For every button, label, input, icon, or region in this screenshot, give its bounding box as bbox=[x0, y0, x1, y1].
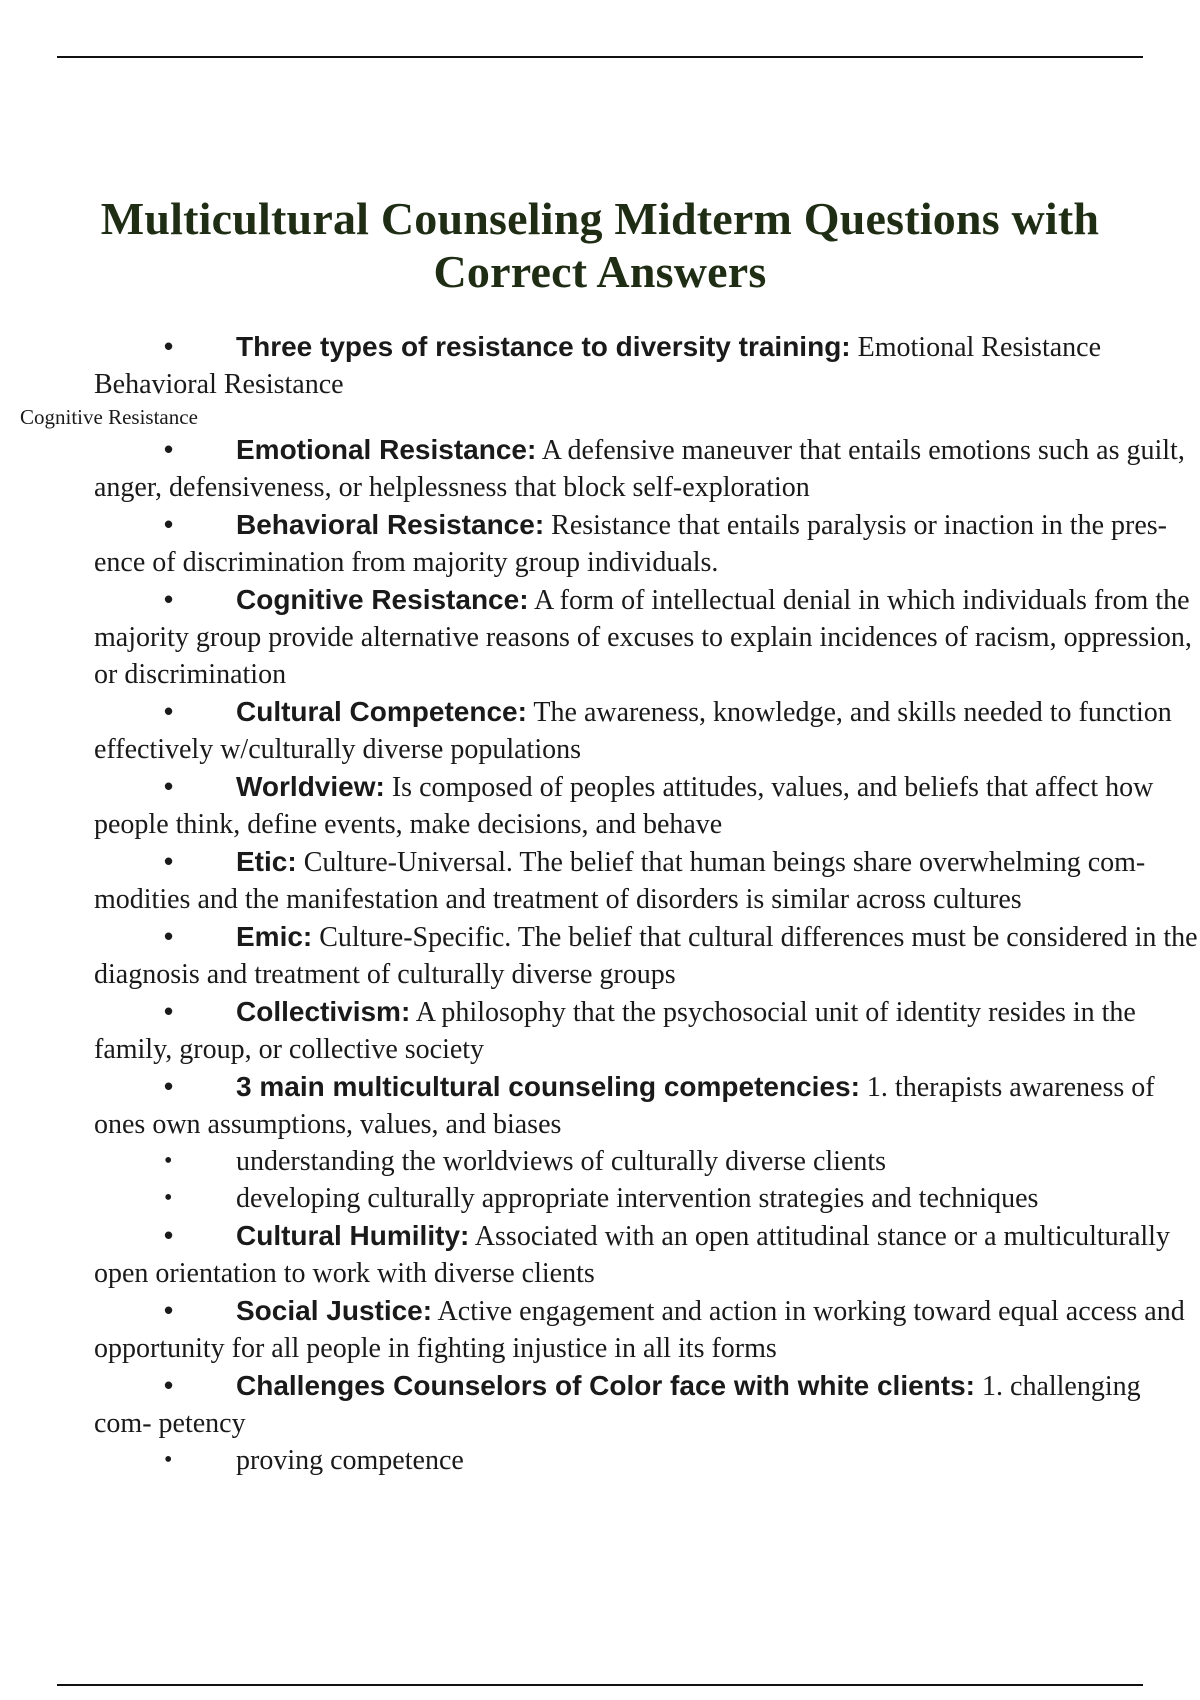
list-item bbox=[94, 1217, 1200, 1292]
item-term: Worldview: bbox=[236, 771, 385, 802]
item-definition: 1. challenging com- petency bbox=[94, 1371, 1141, 1439]
item-term: Cultural Competence: bbox=[236, 696, 527, 727]
top-rule bbox=[57, 56, 1143, 58]
list-item bbox=[94, 843, 1200, 918]
item-term: 3 main multicultural counseling competencies: bbox=[236, 1071, 860, 1102]
list-item bbox=[94, 768, 1200, 843]
bullet-icon: • bbox=[164, 434, 174, 464]
item-term: Behavioral Resistance: bbox=[236, 509, 545, 540]
bullet-icon: • bbox=[164, 1071, 174, 1101]
item-term: Cultural Humility: bbox=[236, 1220, 470, 1251]
item-term: Emic: bbox=[236, 921, 313, 952]
item-definition: A defensive maneuver that entails emotions such as guilt, anger, defensiveness, or helplessness that block self-exploration bbox=[94, 435, 1185, 503]
item-definition: 1. therapists awareness of ones own assumptions, values, and biases bbox=[94, 1072, 1155, 1140]
list-item bbox=[94, 328, 1200, 403]
item-definition: A form of intellectual denial in which individuals from the majority group provide alternative reasons of excuses to explain incidences of racism, oppression, or discrimination bbox=[94, 585, 1192, 690]
item-definition: Culture-Universal. The belief that human beings share overwhelming com- modities and the manifestation and treatment of disorders is similar across cultures bbox=[94, 847, 1146, 915]
item-term: Social Justice: bbox=[236, 1295, 433, 1326]
list-item bbox=[94, 693, 1200, 768]
subitem-text: developing culturally appropriate intervention strategies and techniques bbox=[236, 1183, 1039, 1214]
subitem-text: proving competence bbox=[236, 1445, 464, 1476]
document-title: Multicultural Counseling Midterm Questions with Correct Answers bbox=[100, 193, 1100, 297]
bullet-icon: • bbox=[164, 846, 174, 876]
item-definition: Is composed of peoples attitudes, values, and beliefs that affect how people think, define events, make decisions, and behave bbox=[94, 772, 1154, 840]
list-subitem bbox=[94, 1180, 1200, 1217]
item-definition: Active engagement and action in working toward equal access and opportunity for all people in fighting injustice in all its forms bbox=[94, 1296, 1185, 1364]
bullet-icon: • bbox=[164, 996, 174, 1026]
list-subitem bbox=[94, 1143, 1200, 1180]
item-term: Three types of resistance to diversity training: bbox=[236, 331, 851, 362]
bullet-icon: • bbox=[164, 584, 174, 614]
item-definition: A philosophy that the psychosocial unit of identity resides in the family, group, or collective society bbox=[94, 997, 1136, 1065]
item-definition: Associated with an open attitudinal stance or a multiculturally open orientation to work with diverse clients bbox=[94, 1221, 1170, 1289]
bullet-icon: • bbox=[164, 1148, 173, 1174]
list-item bbox=[94, 993, 1200, 1068]
bullet-icon: • bbox=[164, 771, 174, 801]
stray-line: Cognitive Resistance bbox=[20, 405, 198, 429]
bullet-icon: • bbox=[164, 1185, 173, 1211]
bullet-icon: • bbox=[164, 1295, 174, 1325]
bullet-icon: • bbox=[164, 696, 174, 726]
list-item bbox=[94, 431, 1200, 506]
bullet-icon: • bbox=[164, 1220, 174, 1250]
list-item bbox=[94, 1292, 1200, 1367]
item-term: Cognitive Resistance: bbox=[236, 584, 529, 615]
bullet-icon: • bbox=[164, 509, 174, 539]
list-item bbox=[94, 581, 1200, 693]
list-subitem bbox=[94, 1442, 1200, 1479]
list-item bbox=[94, 918, 1200, 993]
item-definition: The awareness, knowledge, and skills needed to function effectively w/culturally diverse populations bbox=[94, 697, 1172, 765]
subitem-text: understanding the worldviews of culturally diverse clients bbox=[236, 1146, 887, 1177]
item-term: Etic: bbox=[236, 846, 297, 877]
item-term: Collectivism: bbox=[236, 996, 411, 1027]
list-item bbox=[94, 1367, 1200, 1442]
item-definition: Resistance that entails paralysis or inaction in the pres- ence of discrimination from majority group individuals. bbox=[94, 510, 1167, 578]
list-item bbox=[94, 506, 1200, 581]
bullet-icon: • bbox=[164, 1447, 173, 1473]
bullet-icon: • bbox=[164, 331, 174, 361]
qa-list bbox=[20, 328, 1200, 1479]
item-term: Emotional Resistance: bbox=[236, 434, 537, 465]
bottom-rule bbox=[57, 1684, 1143, 1686]
bullet-icon: • bbox=[164, 921, 174, 951]
item-definition: Emotional Resistance Behavioral Resistance bbox=[94, 332, 1102, 400]
item-definition: Culture-Specific. The belief that cultural differences must be considered in the diagnosis and treatment of culturally diverse groups bbox=[94, 922, 1198, 990]
bullet-icon: • bbox=[164, 1370, 174, 1400]
list-item bbox=[94, 1068, 1200, 1143]
item-term: Challenges Counselors of Color face with white clients: bbox=[236, 1370, 976, 1401]
